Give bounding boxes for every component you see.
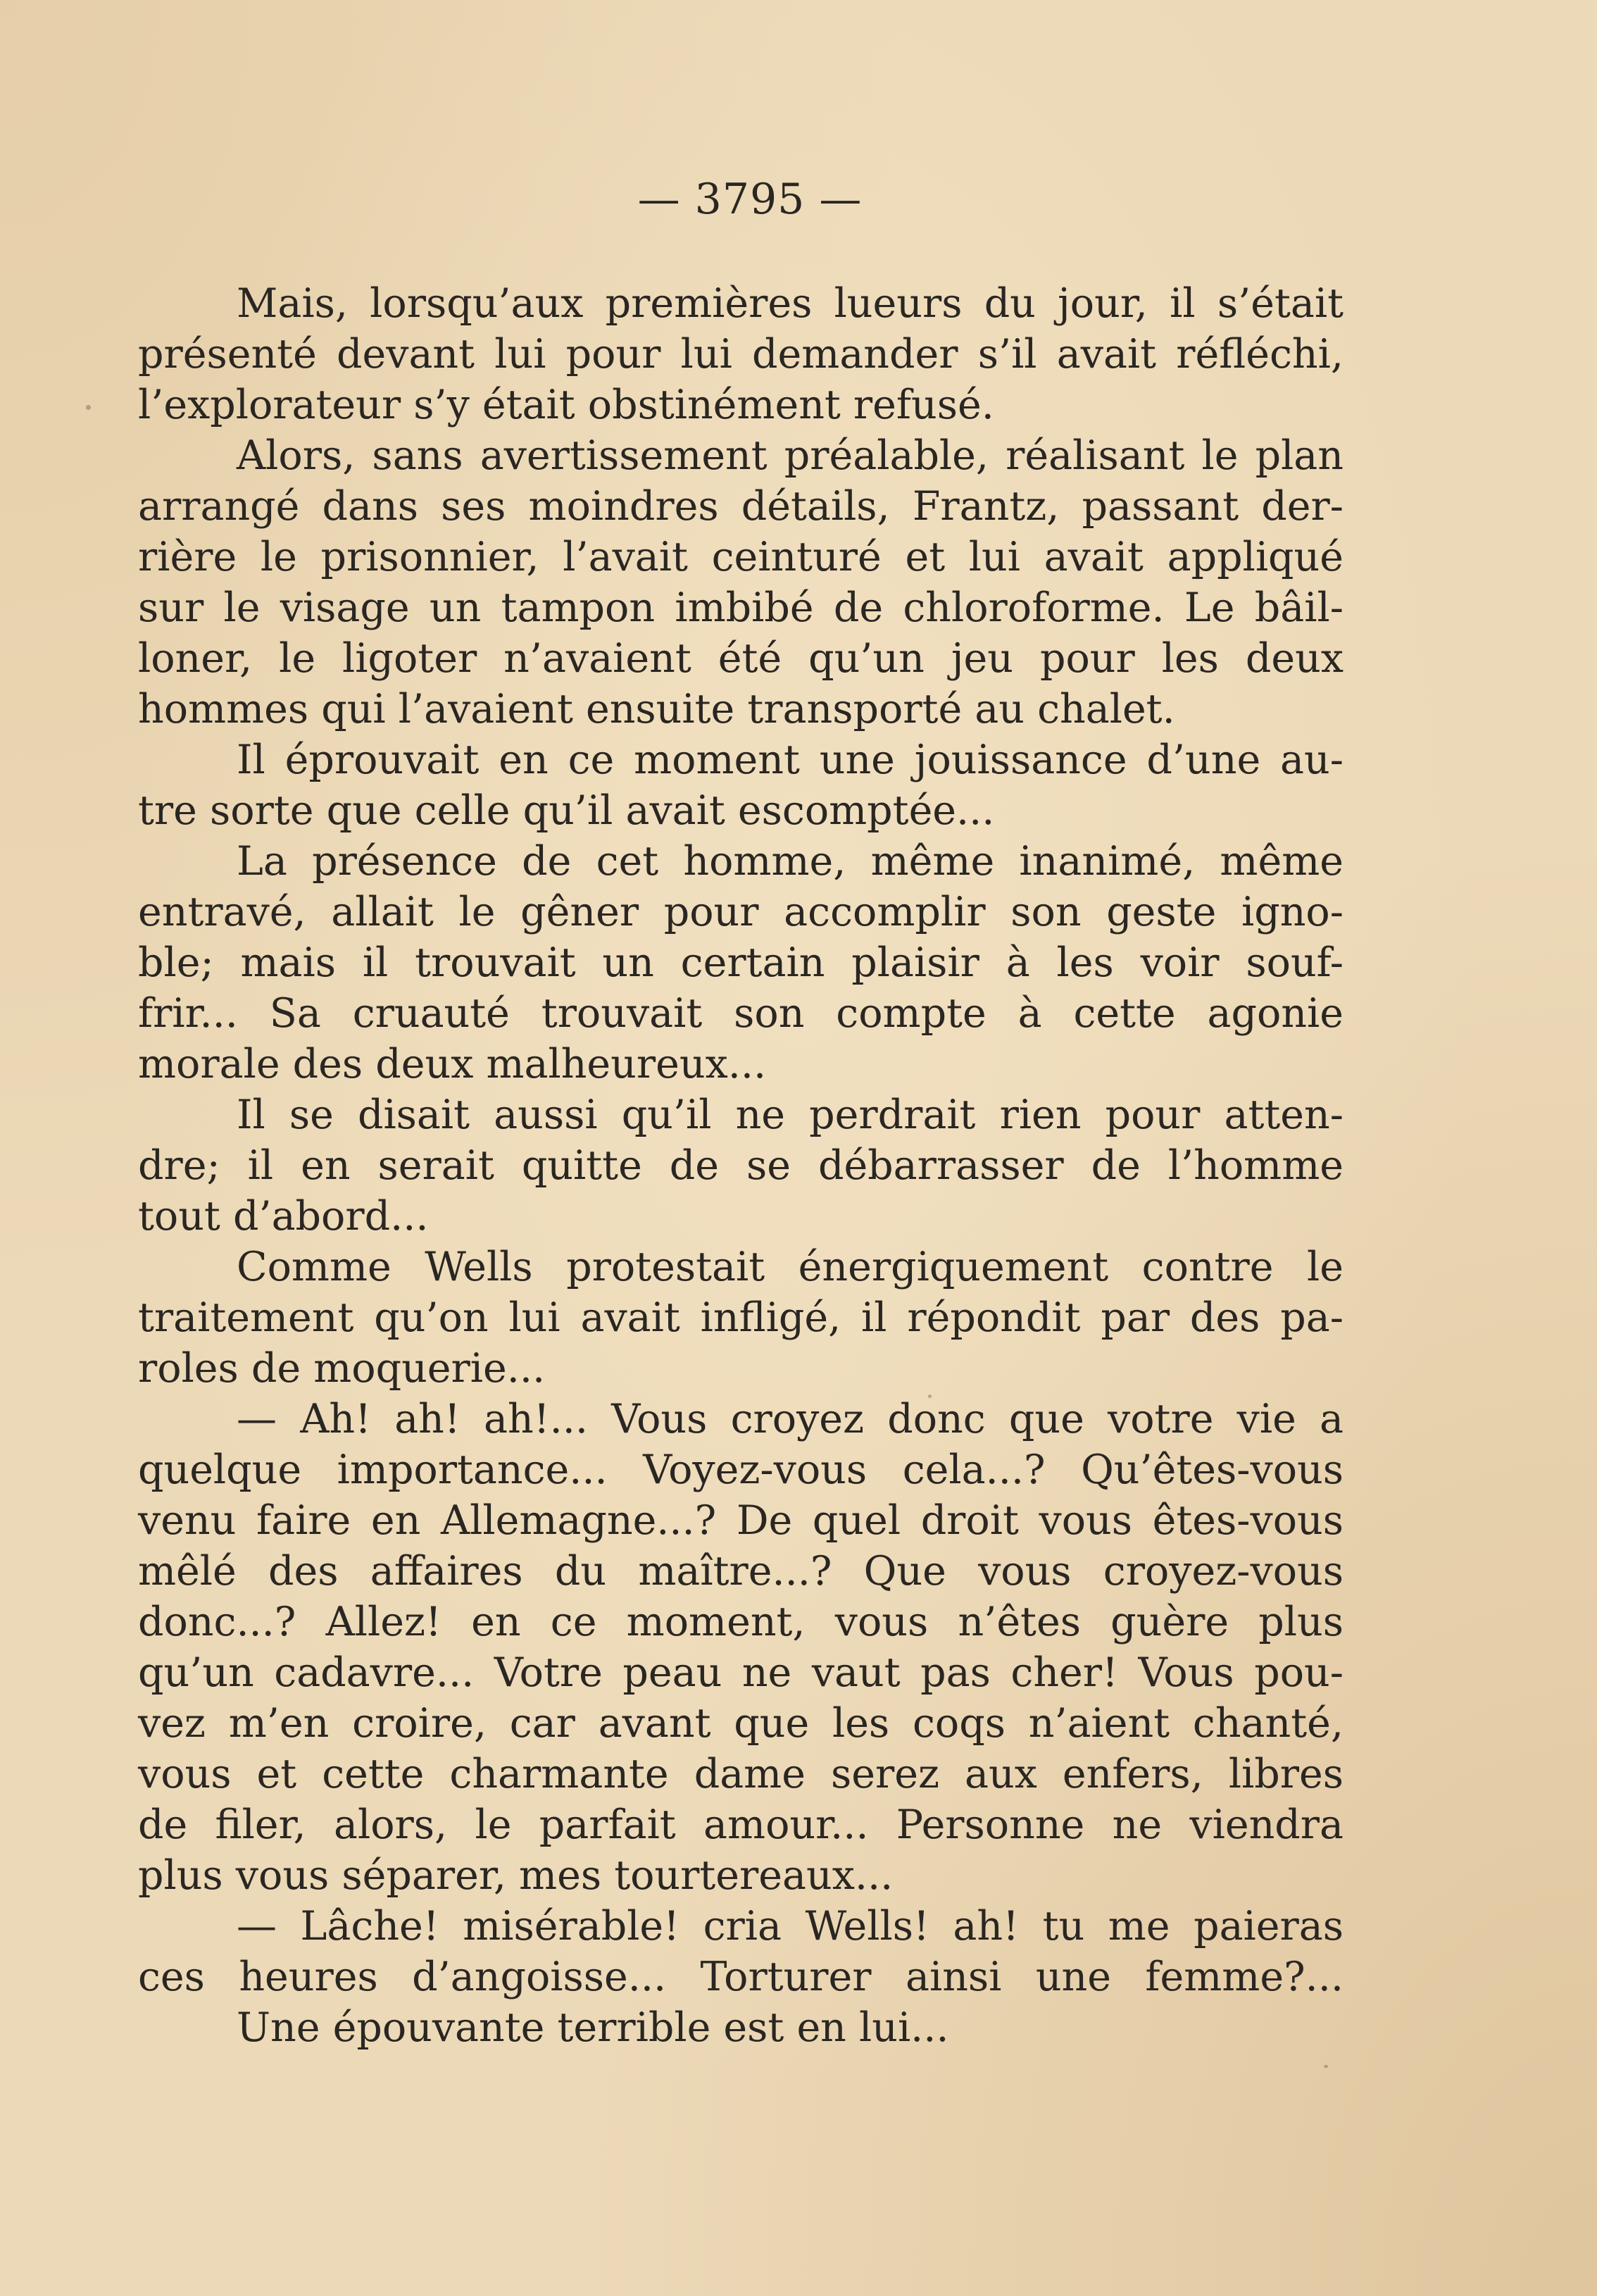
text-line: qu’un cadavre... Votre peau ne vaut pas cher! Vous pou-: [138, 1649, 1344, 1696]
text-line: entravé, allait le gêner pour accomplir son geste igno-: [138, 889, 1344, 935]
text-line: l’explorateur s’y était obstinément refusé.: [138, 382, 994, 428]
text-line: hommes qui l’avaient ensuite transporté au chalet.: [138, 686, 1175, 732]
text-line: tre sorte que celle qu’il avait escomptée...: [138, 787, 995, 834]
text-line: — Lâche! misérable! cria Wells! ah! tu me paieras: [237, 1903, 1344, 1949]
text-line: Mais, lorsqu’aux premières lueurs du jour, il s’était: [237, 280, 1344, 327]
text-line: ces heures d’angoisse... Torturer ainsi une femme?...: [138, 1954, 1344, 2000]
text-line: présenté devant lui pour lui demander s’il avait réfléchi,: [138, 331, 1344, 378]
text-line: traitement qu’on lui avait infligé, il répondit par des pa-: [138, 1294, 1344, 1341]
text-line: plus vous séparer, mes tourtereaux...: [138, 1852, 894, 1899]
text-line: sur le visage un tampon imbibé de chloroforme. Le bâil-: [138, 585, 1344, 631]
text-line: loner, le ligoter n’avaient été qu’un jeu pour les deux: [138, 635, 1344, 682]
text-line: Une épouvante terrible est en lui...: [237, 2004, 949, 2051]
text-line: frir... Sa cruauté trouvait son compte à cette agonie: [138, 990, 1344, 1037]
text-line: vez m’en croire, car avant que les coqs n’aient chanté,: [138, 1700, 1344, 1747]
text-line: quelque importance... Voyez-vous cela...? Qu’êtes-vous: [138, 1447, 1344, 1493]
text-line: dre; il en serait quitte de se débarrasser de l’homme: [138, 1142, 1344, 1189]
paper-speck: [1324, 2065, 1328, 2068]
text-line: rière le prisonnier, l’avait ceinturé et lui avait appliqué: [138, 534, 1344, 580]
text-line: — Ah! ah! ah!... Vous croyez donc que votre vie a: [237, 1396, 1344, 1442]
text-line: de filer, alors, le parfait amour... Personne ne viendra: [138, 1802, 1344, 1848]
text-line: morale des deux malheureux...: [138, 1041, 767, 1087]
text-line: ble; mais il trouvait un certain plaisir à les voir souf-: [138, 940, 1344, 986]
text-line: tout d’abord...: [138, 1193, 429, 1240]
text-line: La présence de cet homme, même inanimé, même: [237, 838, 1344, 885]
text-line: Comme Wells protestait énergiquement contre le: [237, 1244, 1344, 1290]
text-line: Alors, sans avertissement préalable, réalisant le plan: [237, 432, 1344, 479]
page-number: — 3795 —: [637, 175, 863, 224]
text-line: vous et cette charmante dame serez aux enfers, libres: [138, 1751, 1344, 1797]
text-line: Il éprouvait en ce moment une jouissance d’une au-: [237, 737, 1344, 783]
text-line: Il se disait aussi qu’il ne perdrait rien pour atten-: [237, 1092, 1344, 1138]
paper-speck: [86, 405, 91, 410]
text-line: arrangé dans ses moindres détails, Frantz, passant der-: [138, 483, 1344, 530]
text-line: mêlé des affaires du maître...? Que vous croyez-vous: [138, 1548, 1344, 1595]
text-line: donc...? Allez! en ce moment, vous n’êtes guère plus: [138, 1599, 1344, 1645]
text-line: roles de moquerie...: [138, 1345, 546, 1392]
text-line: venu faire en Allemagne...? De quel droit vous êtes-vous: [138, 1497, 1344, 1544]
paper-speck: [928, 1395, 932, 1398]
